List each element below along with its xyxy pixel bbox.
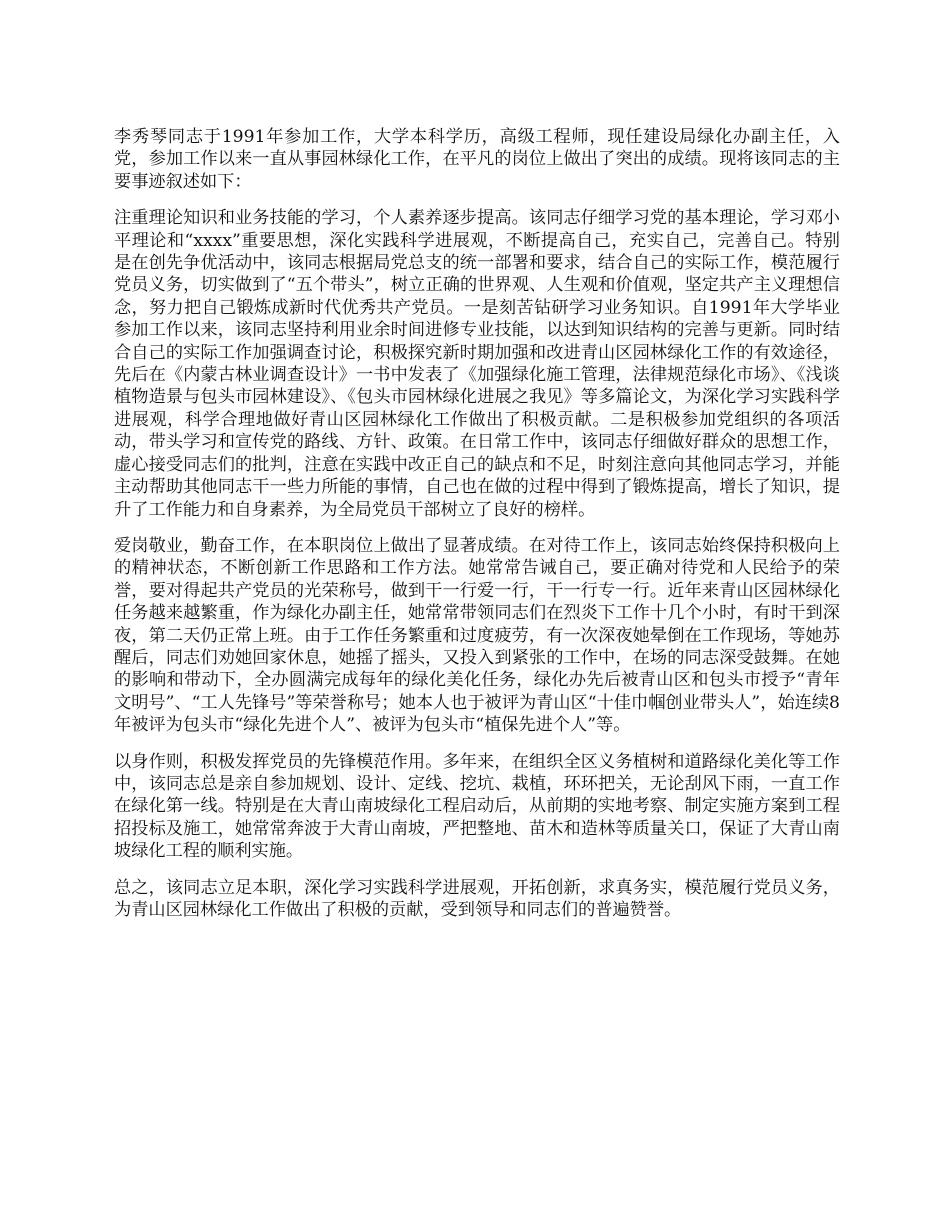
paragraph-dedication: 爱岗敬业，勤奋工作，在本职岗位上做出了显著成绩。在对待工作上，该同志始终保持积极向上的精神状态，不断创新工作思路和工作方法。她常常告诫自己，要正确对待党和人民给予的荣誉，要对得起共产党员的光荣称号，做到干一行爱一行，干一行专一行。近年来青山区园林绿化任务越来越繁重，作为绿化办副主任，她常常带领同志们在烈炎下工作十几个小时，有时干到深夜，第二天仍正常上班。由于工作任务繁重和过度疲劳，有一次深夜她晕倒在工作现场，等她苏醒后，同志们劝她回家休息，她摇了摇头，又投入到紧张的工作中，在场的同志深受鼓舞。在她的影响和带动下，全办圆满完成每年的绿化美化任务，绿化办先后被青山区和包头市授予“青年文明号”、“工人先锋号”等荣誉称号；她本人也于被评为青山区“十佳巾帼创业带头人”，始连续8年被评为包头市“绿化先进个人”、被评为包头市“植保先进个人”等。 — [114, 535, 840, 736]
document-body — [114, 126, 840, 935]
paragraph-intro: 李秀琴同志于1991年参加工作，大学本科学历，高级工程师，现任建设局绿化办副主任，入党，参加工作以来一直从事园林绿化工作，在平凡的岗位上做出了突出的成绩。现将该同志的主要事迹叙述如下： — [114, 127, 840, 192]
paragraph-example: 以身作则，积极发挥党员的先锋模范作用。多年来，在组织全区义务植树和道路绿化美化等工作中，该同志总是亲自参加规划、设计、定线、挖坑、栽植，环环把关，无论刮风下雨，一直工作在绿化第一线。特别是在大青山南坡绿化工程启动后，从前期的实地考察、制定实施方案到工程招投标及施工，她常常奔波于大青山南坡，严把整地、苗木和造林等质量关口，保证了大青山南坡绿化工程的顺利实施。 — [114, 751, 840, 862]
paragraph-summary: 总之，该同志立足本职，深化学习实践科学进展观，开拓创新，求真务实，模范履行党员义务，为青山区园林绿化工作做出了积极的贡献，受到领导和同志们的普遍赞誉。 — [114, 877, 840, 920]
paragraph-study: 注重理论知识和业务技能的学习，个人素养逐步提高。该同志仔细学习党的基本理论，学习邓小平理论和“xxxx”重要思想，深化实践科学进展观，不断提高自己，充实自己，完善自己。特别是在创先争优活动中，该同志根据局党总支的统一部署和要求，结合自己的实际工作，模范履行党员义务，切实做到了“五个带头”，树立正确的世界观、人生观和价值观，坚定共产主义理想信念，努力把自己锻炼成新时代优秀共产党员。一是刻苦钻研学习业务知识。自1991年大学毕业参加工作以来，该同志坚持利用业余时间进修专业技能，以达到知识结构的完善与更新。同时结合自己的实际工作加强调查讨论，积极探究新时期加强和改进青山区园林绿化工作的有效途径，先后在《内蒙古林业调查设计》一书中发表了《加强绿化施工管理，法律规范绿化市场》、《浅谈植物造景与包头市园林建设》、《包头市园林绿化进展之我见》等多篇论文，为深化学习实践科学进展观，科学合理地做好青山区园林绿化工作做出了积极贡献。二是积极参加党组织的各项活动，带头学习和宣传党的路线、方针、政策。在日常工作中，该同志仔细做好群众的思想工作，虚心接受同志们的批判，注意在实践中改正自己的缺点和不足，时刻注意向其他同志学习，并能主动帮助其他同志干一些力所能的事情，自己也在做的过程中得到了锻炼提高，增长了知识，提升了工作能力和自身素养，为全局党员干部树立了良好的榜样。 — [114, 208, 840, 520]
